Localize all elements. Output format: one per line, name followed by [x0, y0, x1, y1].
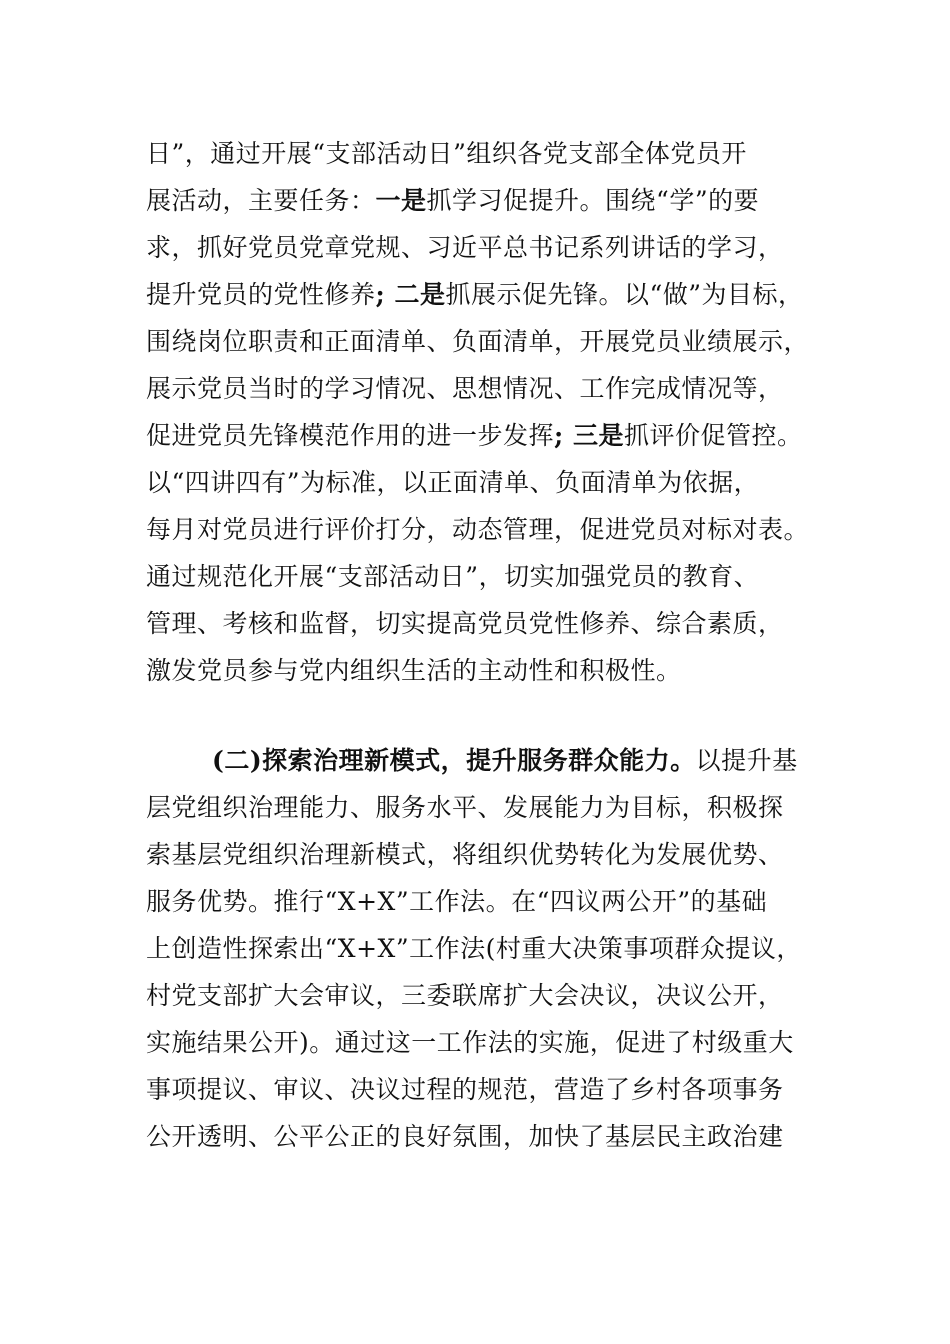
- bold-run: 一是: [375, 186, 427, 215]
- text-run: 公开透明、公平公正的良好氛围，加快了基层民主政治建: [146, 1122, 784, 1151]
- text-run: 抓展示促先锋。以“做”为目标，: [445, 280, 804, 309]
- text-run: 展活动，主要任务：: [146, 186, 376, 215]
- text-run: 服务优势。推行“X+X”工作法。在“四议两公开”的基础: [146, 887, 768, 916]
- text-line: [146, 416, 826, 456]
- text-line: [146, 510, 826, 550]
- text-run: 以“四讲四有”为标准，以正面清单、负面清单为依据，: [146, 468, 760, 497]
- text-run: 日”，通过开展“支部活动日”组织各党支部全体党员开: [146, 139, 747, 168]
- text-line: [146, 275, 826, 315]
- text-run: 激发党员参与党内组织生活的主动性和积极性。: [146, 656, 682, 685]
- text-line: [146, 929, 826, 969]
- text-run: 管理、考核和监督，切实提高党员党性修养、综合素质，: [146, 609, 784, 638]
- text-line: [146, 835, 826, 875]
- text-run: 上创造性探索出“X+X”工作法(村重大决策事项群众提议，: [146, 934, 802, 963]
- text-line: [146, 788, 826, 828]
- text-run: 通过规范化开展“支部活动日”，切实加强党员的教育、: [146, 562, 760, 591]
- text-line: [146, 181, 826, 221]
- text-line: [146, 557, 826, 597]
- section-heading: (二)探索治理新模式，提升服务群众能力。: [212, 746, 696, 775]
- text-line: [146, 651, 826, 691]
- text-run: 抓评价促管控。: [623, 421, 803, 450]
- text-run: 提升党员的党性修养: [146, 280, 376, 309]
- text-run: 每月对党员进行评价打分，动态管理，促进党员对标对表。: [146, 515, 810, 544]
- text-line: [146, 882, 826, 922]
- bold-run: ; 二是: [375, 280, 446, 309]
- text-line: [146, 1117, 826, 1157]
- text-line: [146, 369, 826, 409]
- text-run: 事项提议、审议、决议过程的规范，营造了乡村各项事务: [146, 1075, 784, 1104]
- text-line: [146, 604, 826, 644]
- text-run: 展示党员当时的学习情况、思想情况、工作完成情况等，: [146, 374, 784, 403]
- text-line: [146, 228, 826, 268]
- text-run: 促进党员先锋模范作用的进一步发挥: [146, 421, 555, 450]
- text-line: [146, 976, 826, 1016]
- text-line: [146, 1070, 826, 1110]
- text-line: [212, 741, 832, 781]
- text-run: 村党支部扩大会审议，三委联席扩大会决议，决议公开，: [146, 981, 784, 1010]
- text-line: [146, 134, 826, 174]
- text-line: [146, 322, 826, 362]
- text-line: [146, 463, 826, 503]
- text-run: 实施结果公开)。通过这一工作法的实施，促进了村级重大: [146, 1028, 794, 1057]
- bold-run: ; 三是: [554, 421, 624, 450]
- text-run: 以提升基: [695, 746, 798, 775]
- text-line: [146, 1023, 826, 1063]
- text-run: 层党组织治理能力、服务水平、发展能力为目标，积极探: [146, 793, 784, 822]
- text-run: 求，抓好党员党章党规、习近平总书记系列讲话的学习，: [146, 233, 784, 262]
- text-run: 抓学习促提升。围绕“学”的要: [426, 186, 760, 215]
- text-run: 围绕岗位职责和正面清单、负面清单，开展党员业绩展示，: [146, 327, 810, 356]
- text-run: 索基层党组织治理新模式，将组织优势转化为发展优势、: [146, 840, 784, 869]
